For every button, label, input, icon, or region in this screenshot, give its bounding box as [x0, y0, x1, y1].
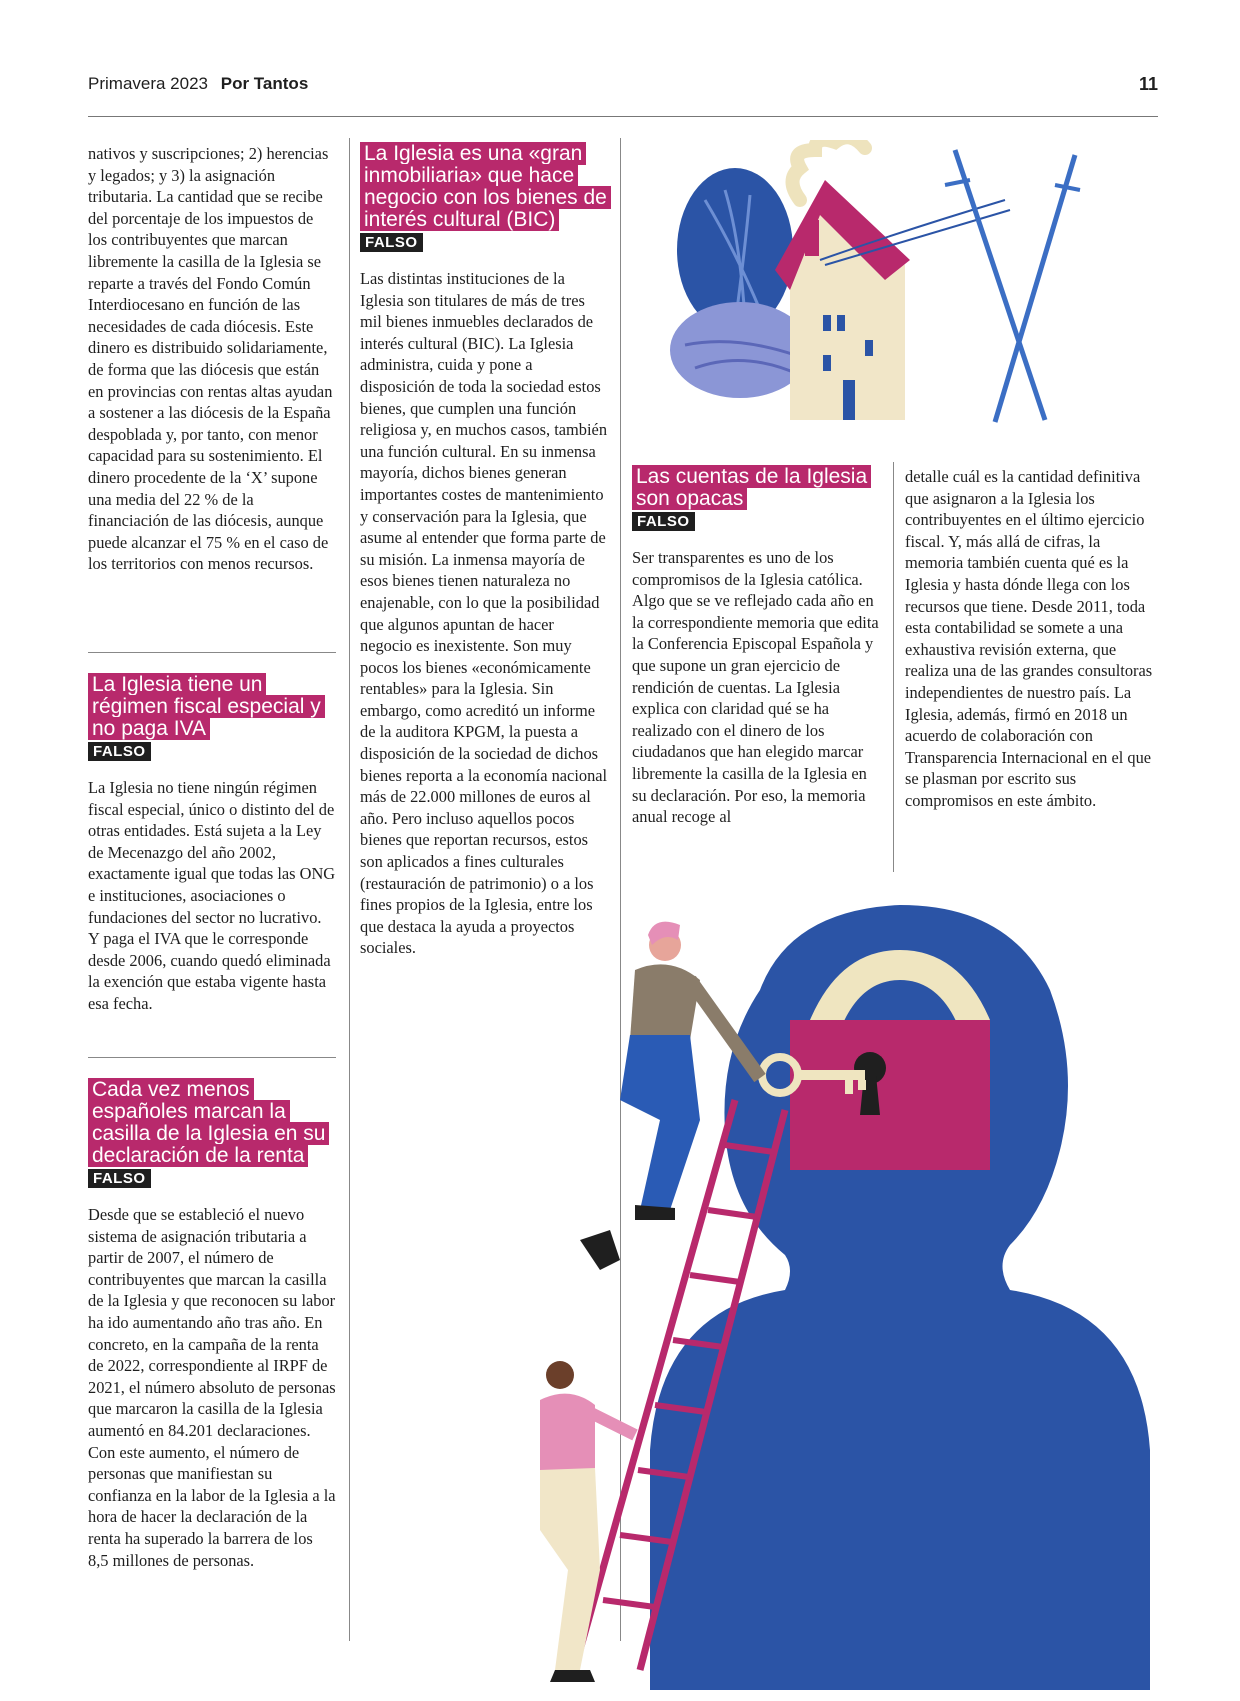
section-renta-title: Cada vez menos españoles marcan la casilla de la Iglesia en su declaración de la renta [88, 1079, 336, 1167]
column-1 [88, 143, 336, 575]
section-iva-title: La Iglesia tiene un régimen fiscal especial y no paga IVA [88, 674, 336, 740]
padlock-body [790, 1020, 990, 1170]
intro-paragraph: nativos y suscripciones; 2) herencias y legados; y 3) la asignación tributaria. La cantidad que se recibe del porcentaje de los impuestos de los contribuyentes que marcan libremente la casilla de la Iglesia se reparte a través del Fondo Común Interdiocesano en función de las necesidades de cada diócesis. Este dinero es distribuido solidariamente, de forma que las diócesis que están en provincias con rentas altas ayudan a sostener a las diócesis de la España despoblada y, por tanto, con menor capacidad para su sostenimiento. El dinero procedente de la ‘X’ supone una media del 22 % de la financiación de las diócesis, aunque puede alcanzar el 75 % en el caso de los territorios con menos recursos. [88, 144, 333, 574]
verdict-badge: FALSO [360, 233, 423, 252]
second-climber-torso [540, 1394, 595, 1475]
section-bic-text: Las distintas instituciones de la Iglesia son titulares de más de tres mil bienes inmuebles declarados de interés cultural (BIC). La Iglesia administra, cuida y pone a disposición de toda la sociedad estos bienes, que cumplen una función religiosa y, en muchos casos, también una función cultural. En su inmensa mayoría, dichos bienes generan importantes costes de mantenimiento y conservación para la Iglesia, que asume al entender que forma parte de su misión. La inmensa mayoría de esos bienes tienen naturaleza no enajenable, con lo que la posibilidad que algunos apuntan de hacer negocio es inexistente. Son muy pocos los bienes «económicamente rentables» para la Iglesia. Sin embargo, como acreditó un informe de la auditora KPGM, la puesta a disposición de la sociedad de dichos bienes reporta a la economía nacional más de 22.000 millones de euros al año. Pero incluso aquellos pocos bienes que reportan recursos, estos son aplicados a fines culturales (restauración de patrimonio) o a los fines propios de la Iglesia, entre los que destaca la ayuda a proyectos sociales. [360, 269, 608, 958]
publication-name: Por Tantos [220, 74, 309, 93]
verdict-badge: FALSO [88, 742, 151, 761]
climber-legs [620, 1035, 700, 1210]
section-cuentas-title: Las cuentas de la Iglesia son opacas [632, 466, 880, 510]
section-renta [88, 1079, 336, 1571]
house-door [843, 380, 855, 420]
section-divider [88, 1057, 336, 1058]
section-bic-title: La Iglesia es una «gran inmobiliaria» que hace negocio con los bienes de interés cultural (BIC) [360, 143, 608, 231]
power-pole [955, 150, 1045, 420]
section-renta-text: Desde que se estableció el nuevo sistema de asignación tributaria a partir de 2007, el número de contribuyentes que marcan la casilla de la Iglesia y que reconocen su labor ha ido aumentando año tras año. En concreto, en la campaña de la renta de 2022, correspondiente al IRPF de 2021, el número absoluto de personas que marcaron la casilla de la Iglesia aumentó en 84.201 declaraciones. Con este aumento, el número de personas que manifiestan su confianza en la labor de la Iglesia a la hora de hacer la declaración de la renta ha superado la barrera de los 8,5 millones de personas. [88, 1205, 336, 1570]
section-cuentas [632, 466, 880, 828]
section-iva-text: La Iglesia no tiene ningún régimen fiscal especial, único o distinto del de otras entidades. Está sujeta a la Ley de Mecenazgo del año 2002, exactamente igual que todas las ONG e instituciones, asociaciones o fundaciones del sector no lucrativo. Y paga el IVA que le corresponde desde 2006, cuando quedó eliminada la exención que estaba vigente hasta esa fecha. [88, 778, 336, 1013]
section-iva [88, 674, 336, 1015]
house-chimney [805, 220, 819, 256]
padlock-head-illustration [540, 890, 1160, 1690]
page-number: 11 [1138, 74, 1158, 94]
header-left [88, 74, 308, 94]
second-climber-head [546, 1361, 574, 1389]
section-cuentas-continued-text: detalle cuál es la cantidad definitiva que asignaron a la Iglesia los contribuyentes en el último ejercicio fiscal. Y, más allá de cifras, la memoria también cuenta qué es la Iglesia y hasta dónde llega con los recursos que tiene. Desde 2011, toda esta contabilidad se somete a una exhaustiva revisión externa, que realiza una de las grandes consultoras independientes de nuestro país. La Iglesia, además, firmó en 2018 un acuerdo de colaboración con Transparencia Internacional en el que se plasman por escrito sus compromisos en este ámbito. [905, 467, 1153, 810]
column-rule [893, 462, 894, 872]
verdict-badge: FALSO [632, 512, 695, 531]
verdict-badge: FALSO [88, 1169, 151, 1188]
climber-torso [630, 964, 700, 1040]
column-rule [349, 138, 350, 1641]
power-pole [995, 155, 1075, 422]
page-header [88, 72, 1158, 117]
section-divider [88, 652, 336, 653]
house-illustration [665, 140, 1105, 430]
section-cuentas-continued [905, 466, 1157, 812]
purple-bush-shape [670, 302, 810, 398]
issue-label: Primavera 2023 [88, 74, 209, 93]
section-cuentas-text: Ser transparentes es uno de los compromisos de la Iglesia católica. Algo que se ve reflejado cada año en la correspondiente memoria que edita la Conferencia Episcopal Española y que supone un gran ejercicio de rendición de cuentas. La Iglesia explica con claridad qué se ha realizado con el dinero de los ciudadanos que han elegido marcar libremente la casilla de la Iglesia en su declaración. Por eso, la memoria anual recoge al [632, 548, 879, 827]
section-bic [360, 143, 608, 959]
second-climber-legs [540, 1468, 600, 1670]
